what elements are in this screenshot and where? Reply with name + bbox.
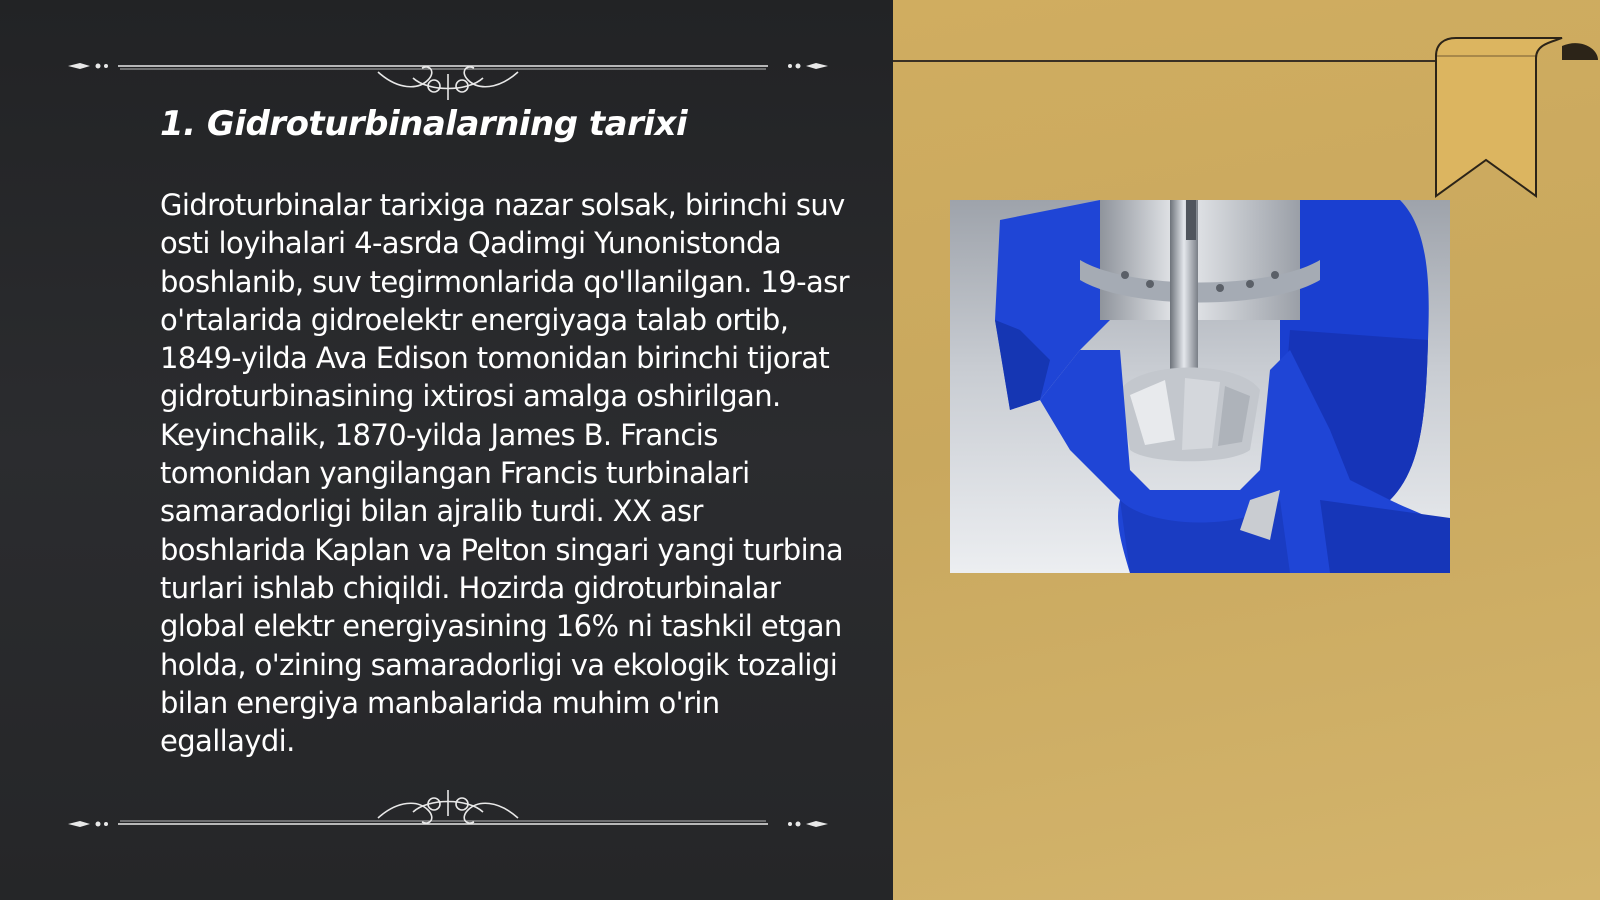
top-ornament-divider [68,50,828,100]
horizontal-rule [893,60,1453,62]
slide-body-text: Gidroturbinalar tarixiga nazar solsak, birinchi suv osti loyihalari 4-asrda Qadimgi Yunonistonda boshlanib, suv tegirmonlarida qo'llanilgan. 19-asr o'rtalarida gidroelektr energiyaga talab ortib, 1849-yilda Ava Edison tomonidan birinchi tijorat gidroturbinasining ixtirosi amalga oshirilgan. Keyinchalik, 1870-yilda James B. Francis tomonidan yangilangan Francis turbinalari samaradorligi bilan ajralib turdi. XX asr boshlarida Kaplan va Pelton singari yangi turbina turlari ishlab chiqildi. Hozirda gidroturbinalar global elektr energiyasining 16% ni tashkil etgan holda, o'zining samaradorligi va ekologik tozaligi bilan energiya manbalarida muhim o'rin egallaydi. [160,188,849,759]
bottom-ornament-divider [68,790,828,840]
bookmark-ribbon-icon [1430,34,1600,204]
slide-title: 1. Gidroturbinalarning tarixi [160,104,688,144]
turbine-cutaway-image [950,200,1450,573]
